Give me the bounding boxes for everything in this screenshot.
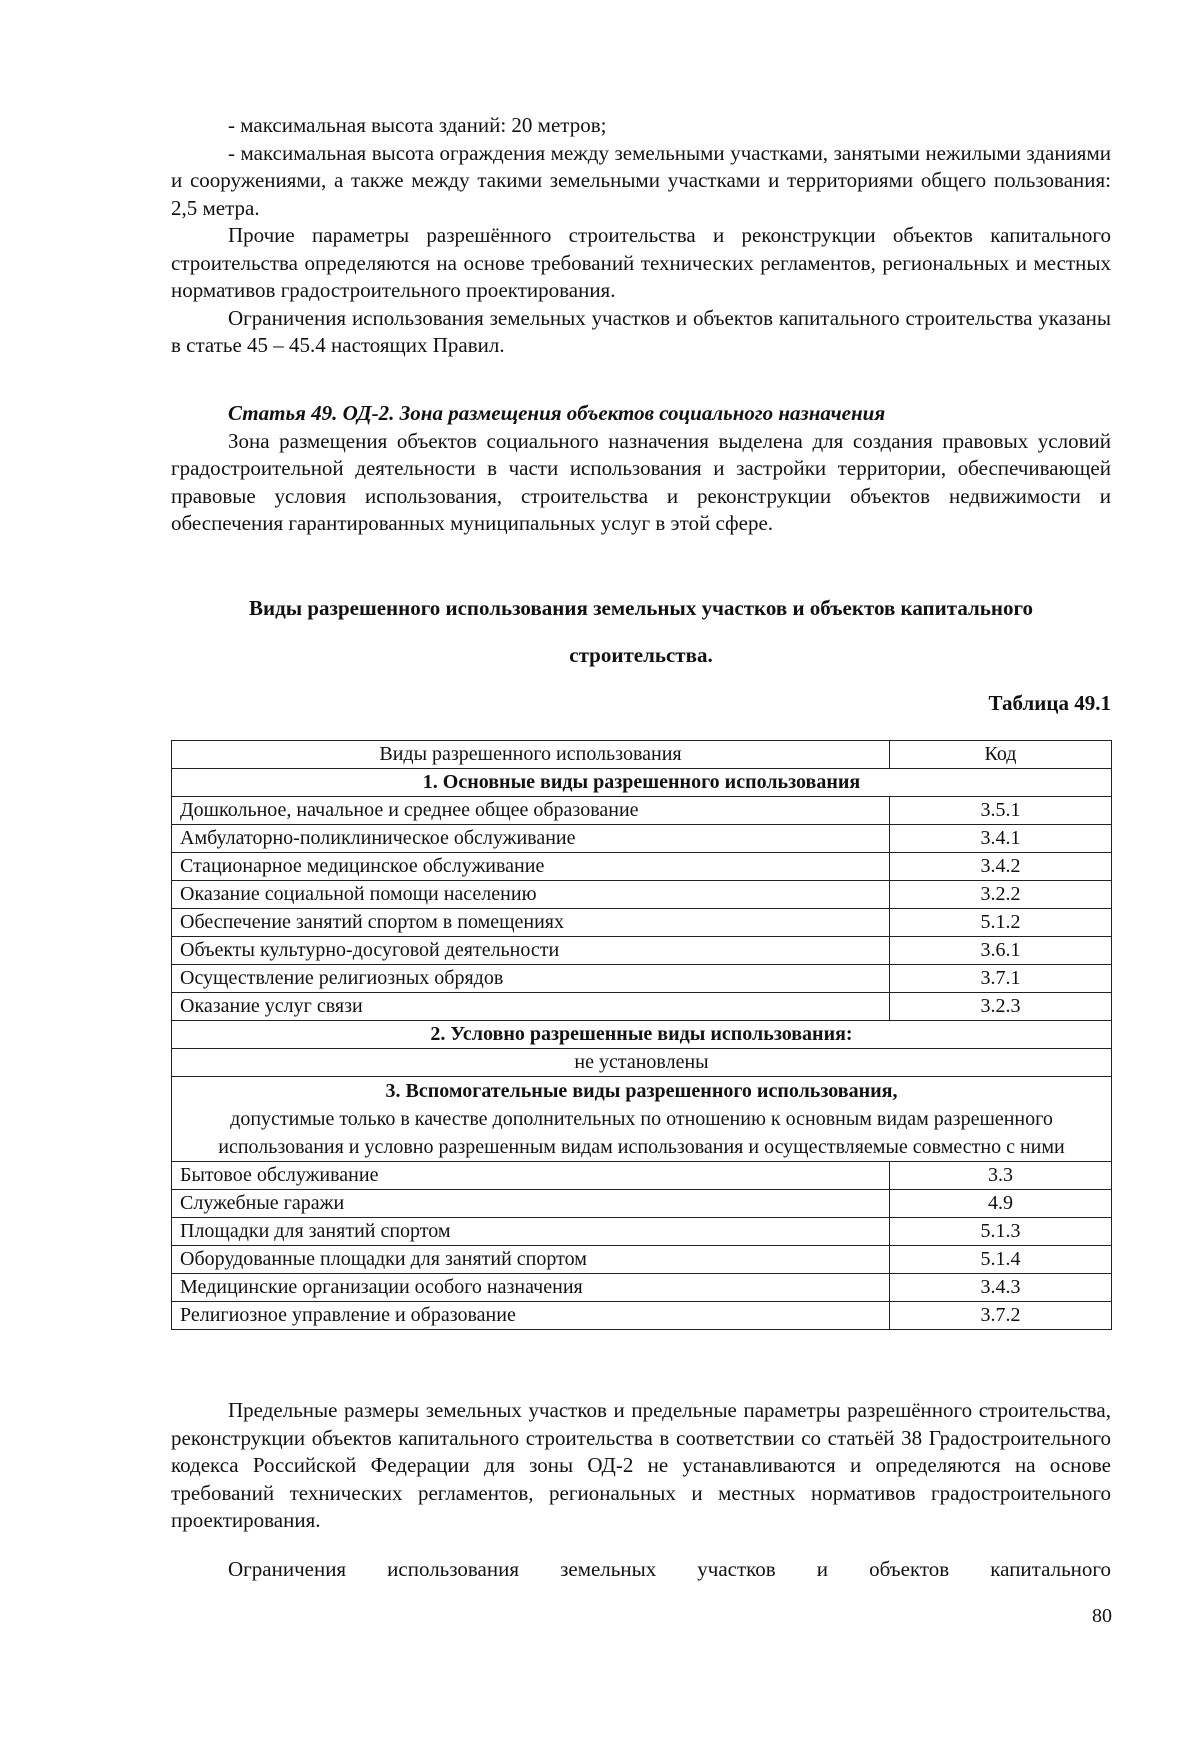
section2-row bbox=[172, 1021, 1112, 1049]
table-row bbox=[172, 1302, 1112, 1330]
header-code-cell: Код bbox=[890, 741, 1112, 769]
use-name-cell: Оказание услуг связи bbox=[172, 993, 890, 1021]
use-name-cell: Амбулаторно-поликлиническое обслуживание bbox=[172, 825, 890, 853]
table-row bbox=[172, 1162, 1112, 1190]
table-row bbox=[172, 1190, 1112, 1218]
intro-params-paragraph: Прочие параметры разрешённого строительства и реконструкции объектов капитального строительства определяются на основе требований технических регламентов, региональных и местных нормативов градостроительного проектирования. bbox=[171, 223, 1111, 302]
use-code-cell: 3.6.1 bbox=[890, 937, 1112, 965]
section1-row bbox=[172, 769, 1112, 797]
use-name-cell: Стационарное медицинское обслуживание bbox=[172, 853, 890, 881]
section1-title: 1. Основные виды разрешенного использования bbox=[172, 769, 1112, 797]
intro-block bbox=[171, 112, 1111, 360]
section2-title: 2. Условно разрешенные виды использования: bbox=[172, 1021, 1112, 1049]
header-use-cell: Виды разрешенного использования bbox=[172, 741, 890, 769]
table-row bbox=[172, 993, 1112, 1021]
use-code-cell: 3.7.2 bbox=[890, 1302, 1112, 1330]
use-code-cell: 3.4.3 bbox=[890, 1274, 1112, 1302]
use-name-cell: Обеспечение занятий спортом в помещениях bbox=[172, 909, 890, 937]
intro-fence-paragraph: - максимальная высота ограждения между земельными участками, занятыми нежилыми зданиями и сооружениями, а также между такими земельными участками и территориями общего пользования: 2,5 метра. bbox=[171, 140, 1111, 220]
use-code-cell: 5.1.2 bbox=[890, 909, 1112, 937]
table-heading-line1: Виды разрешенного использования земельных участков и объектов капитального bbox=[248, 596, 1034, 620]
table-row bbox=[172, 1246, 1112, 1274]
footer-block bbox=[171, 1397, 1111, 1604]
intro-restrictions-paragraph: Ограничения использования земельных участков и объектов капитального строительства указаны в статье 45 – 45.4 настоящих Правил. bbox=[171, 305, 1111, 357]
footer-limits-paragraph: Предельные размеры земельных участков и предельные параметры разрешённого строительства, реконструкции объектов капитального строительства в соответствии со статьёй 38 Градостроительного кодекса Российской Федерации для зоны ОД-2 не устанавливаются и определяются на основе требований технических регламентов, региональных и местных нормативов градостроительного проектирования. bbox=[171, 1398, 1111, 1532]
use-code-cell: 3.7.1 bbox=[890, 965, 1112, 993]
use-name-cell: Служебные гаражи bbox=[172, 1190, 890, 1218]
section3-row bbox=[172, 1077, 1112, 1162]
use-name-cell: Медицинские организации особого назначения bbox=[172, 1274, 890, 1302]
table-label: Таблица 49.1 bbox=[988, 691, 1111, 715]
article-text: Зона размещения объектов социального назначения выделена для создания правовых условий градостроительной деятельности в части использования и застройки территории, обеспечивающей правовые условия использования, строительства и реконструкции объектов недвижимости и обеспечения гарантированных муниципальных услуг в этой сфере. bbox=[171, 428, 1111, 535]
section3-cell bbox=[172, 1077, 1112, 1162]
table-heading-block-2 bbox=[171, 642, 1111, 670]
use-code-cell: 3.4.1 bbox=[890, 825, 1112, 853]
use-name-cell: Оказание социальной помощи населению bbox=[172, 881, 890, 909]
use-code-cell: 3.2.3 bbox=[890, 993, 1112, 1021]
table-heading-line2: строительства. bbox=[569, 643, 713, 667]
use-code-cell: 4.9 bbox=[890, 1190, 1112, 1218]
section2-value-row bbox=[172, 1049, 1112, 1077]
footer-restrictions-line: Ограничения использования земельных участков и объектов капитального bbox=[228, 1556, 1111, 1581]
use-code-cell: 5.1.3 bbox=[890, 1218, 1112, 1246]
use-name-cell: Объекты культурно-досуговой деятельности bbox=[172, 937, 890, 965]
table-row bbox=[172, 1274, 1112, 1302]
intro-height-line: - максимальная высота зданий: 20 метров; bbox=[228, 113, 607, 137]
section3-title: 3. Вспомогательные виды разрешенного использования, bbox=[385, 1080, 898, 1102]
table-header-row bbox=[172, 741, 1112, 769]
use-code-cell: 5.1.4 bbox=[890, 1246, 1112, 1274]
section3-text: допустимые только в качестве дополнительных по отношению к основным видам разрешенного использования и условно разрешенным видам использования и осуществляемые совместно с ними bbox=[218, 1108, 1065, 1158]
use-code-cell: 3.4.2 bbox=[890, 853, 1112, 881]
use-name-cell: Дошкольное, начальное и среднее общее образование bbox=[172, 797, 890, 825]
use-code-cell: 3.3 bbox=[890, 1162, 1112, 1190]
table-heading-block bbox=[171, 595, 1111, 623]
table-row bbox=[172, 825, 1112, 853]
table-row bbox=[172, 909, 1112, 937]
use-code-cell: 3.2.2 bbox=[890, 881, 1112, 909]
use-name-cell: Бытовое обслуживание bbox=[172, 1162, 890, 1190]
use-name-cell: Оборудованные площадки для занятий спортом bbox=[172, 1246, 890, 1274]
article-title: Статья 49. ОД-2. Зона размещения объектов социального назначения bbox=[228, 401, 886, 425]
use-name-cell: Осуществление религиозных обрядов bbox=[172, 965, 890, 993]
table-row bbox=[172, 1218, 1112, 1246]
table-row bbox=[172, 881, 1112, 909]
page-number: 80 bbox=[1092, 1605, 1112, 1627]
use-name-cell: Религиозное управление и образование bbox=[172, 1302, 890, 1330]
table-label-block bbox=[171, 690, 1111, 718]
table-row bbox=[172, 797, 1112, 825]
table-row bbox=[172, 937, 1112, 965]
permitted-use-table bbox=[171, 740, 1112, 1330]
section2-value: не установлены bbox=[172, 1049, 1112, 1077]
table-row bbox=[172, 965, 1112, 993]
article-block bbox=[171, 400, 1111, 538]
table-row bbox=[172, 853, 1112, 881]
use-code-cell: 3.5.1 bbox=[890, 797, 1112, 825]
use-name-cell: Площадки для занятий спортом bbox=[172, 1218, 890, 1246]
